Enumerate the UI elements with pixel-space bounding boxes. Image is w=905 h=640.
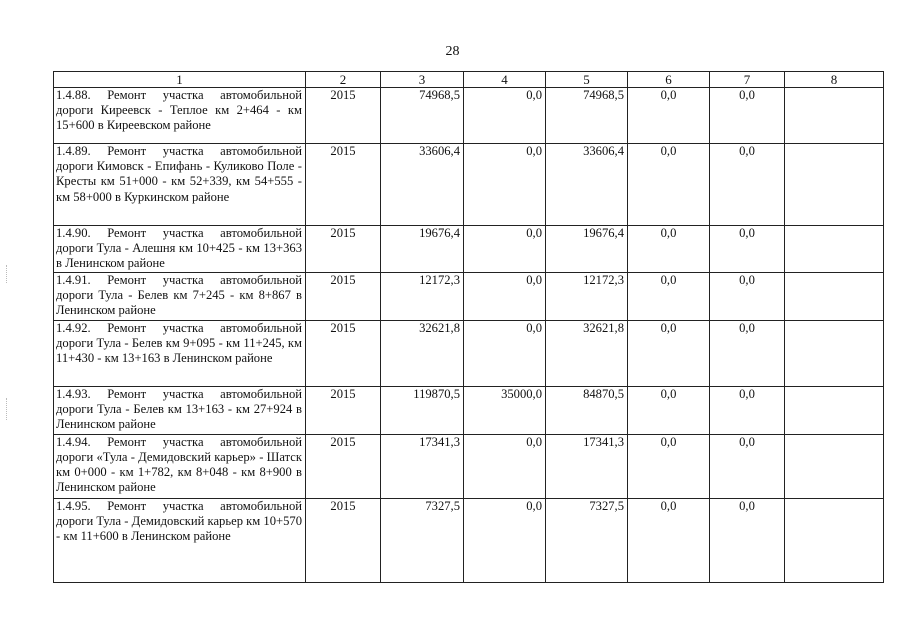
margin-dots-lower (6, 398, 9, 420)
row-col3: 12172,3 (381, 272, 464, 320)
row-col4: 0,0 (464, 144, 546, 226)
row-col4: 0,0 (464, 226, 546, 273)
row-col6: 0,0 (628, 226, 710, 273)
row-col5: 84870,5 (546, 386, 628, 434)
table-row (54, 226, 884, 273)
table-row (54, 88, 884, 144)
table-row (54, 386, 884, 434)
table-row (54, 498, 884, 582)
row-col8 (785, 144, 884, 226)
row-col8 (785, 320, 884, 386)
row-description: 1.4.88. Ремонт участка автомобильной дороги Киреевск - Теплое км 2+464 - км 15+600 в Киреевском районе (54, 88, 306, 144)
row-col6: 0,0 (628, 498, 710, 582)
row-year: 2015 (306, 434, 381, 498)
row-col4: 0,0 (464, 320, 546, 386)
row-col7: 0,0 (710, 144, 785, 226)
row-col8 (785, 88, 884, 144)
row-year: 2015 (306, 386, 381, 434)
row-col7: 0,0 (710, 88, 785, 144)
table-row (54, 144, 884, 226)
table-row (54, 320, 884, 386)
row-col7: 0,0 (710, 272, 785, 320)
row-col7: 0,0 (710, 498, 785, 582)
row-col6: 0,0 (628, 434, 710, 498)
header-cell-3: 3 (381, 72, 464, 88)
row-col3: 17341,3 (381, 434, 464, 498)
row-col3: 19676,4 (381, 226, 464, 273)
header-cell-4: 4 (464, 72, 546, 88)
row-description: 1.4.94. Ремонт участка автомобильной дороги «Тула - Демидовский карьер» - Шатск км 0+000 - км 1+782, км 8+048 - км 8+900 в Ленинском районе (54, 434, 306, 498)
row-col6: 0,0 (628, 144, 710, 226)
row-col7: 0,0 (710, 386, 785, 434)
row-year: 2015 (306, 144, 381, 226)
row-year: 2015 (306, 498, 381, 582)
header-cell-8: 8 (785, 72, 884, 88)
row-description: 1.4.90. Ремонт участка автомобильной дороги Тула - Алешня км 10+425 - км 13+363 в Ленинском районе (54, 226, 306, 273)
row-col4: 0,0 (464, 272, 546, 320)
row-description: 1.4.95. Ремонт участка автомобильной дороги Тула - Демидовский карьер км 10+570 - км 11+600 в Ленинском районе (54, 498, 306, 582)
row-description: 1.4.92. Ремонт участка автомобильной дороги Тула - Белев км 9+095 - км 11+245, км 11+430 - км 13+163 в Ленинском районе (54, 320, 306, 386)
row-col3: 7327,5 (381, 498, 464, 582)
row-col5: 74968,5 (546, 88, 628, 144)
header-cell-6: 6 (628, 72, 710, 88)
row-col4: 0,0 (464, 498, 546, 582)
row-col4: 0,0 (464, 434, 546, 498)
table-row (54, 434, 884, 498)
row-col6: 0,0 (628, 88, 710, 144)
row-description: 1.4.89. Ремонт участка автомобильной дороги Кимовск - Епифань - Куликово Поле - Кресты км 51+000 - км 52+339, км 54+555 - км 58+000 в Куркинском районе (54, 144, 306, 226)
row-col5: 12172,3 (546, 272, 628, 320)
row-year: 2015 (306, 226, 381, 273)
table-row (54, 272, 884, 320)
row-col8 (785, 272, 884, 320)
row-col4: 35000,0 (464, 386, 546, 434)
row-year: 2015 (306, 88, 381, 144)
row-col8 (785, 386, 884, 434)
table-header-row (54, 72, 884, 88)
row-col3: 33606,4 (381, 144, 464, 226)
row-description: 1.4.91. Ремонт участка автомобильной дороги Тула - Белев км 7+245 - км 8+867 в Ленинском районе (54, 272, 306, 320)
row-col3: 119870,5 (381, 386, 464, 434)
row-col8 (785, 226, 884, 273)
header-cell-7: 7 (710, 72, 785, 88)
row-col3: 74968,5 (381, 88, 464, 144)
row-col5: 7327,5 (546, 498, 628, 582)
header-cell-5: 5 (546, 72, 628, 88)
row-description: 1.4.93. Ремонт участка автомобильной дороги Тула - Белев км 13+163 - км 27+924 в Ленинском районе (54, 386, 306, 434)
row-col7: 0,0 (710, 434, 785, 498)
row-col4: 0,0 (464, 88, 546, 144)
header-cell-1: 1 (54, 72, 306, 88)
row-col8 (785, 498, 884, 582)
budget-table (53, 71, 884, 583)
header-cell-2: 2 (306, 72, 381, 88)
row-col6: 0,0 (628, 386, 710, 434)
row-year: 2015 (306, 320, 381, 386)
row-col5: 19676,4 (546, 226, 628, 273)
row-col5: 17341,3 (546, 434, 628, 498)
margin-dots-upper (6, 265, 9, 283)
row-col5: 32621,8 (546, 320, 628, 386)
row-col5: 33606,4 (546, 144, 628, 226)
page-number: 28 (445, 44, 460, 59)
row-col6: 0,0 (628, 272, 710, 320)
row-col3: 32621,8 (381, 320, 464, 386)
row-col7: 0,0 (710, 320, 785, 386)
row-col8 (785, 434, 884, 498)
row-year: 2015 (306, 272, 381, 320)
row-col7: 0,0 (710, 226, 785, 273)
row-col6: 0,0 (628, 320, 710, 386)
